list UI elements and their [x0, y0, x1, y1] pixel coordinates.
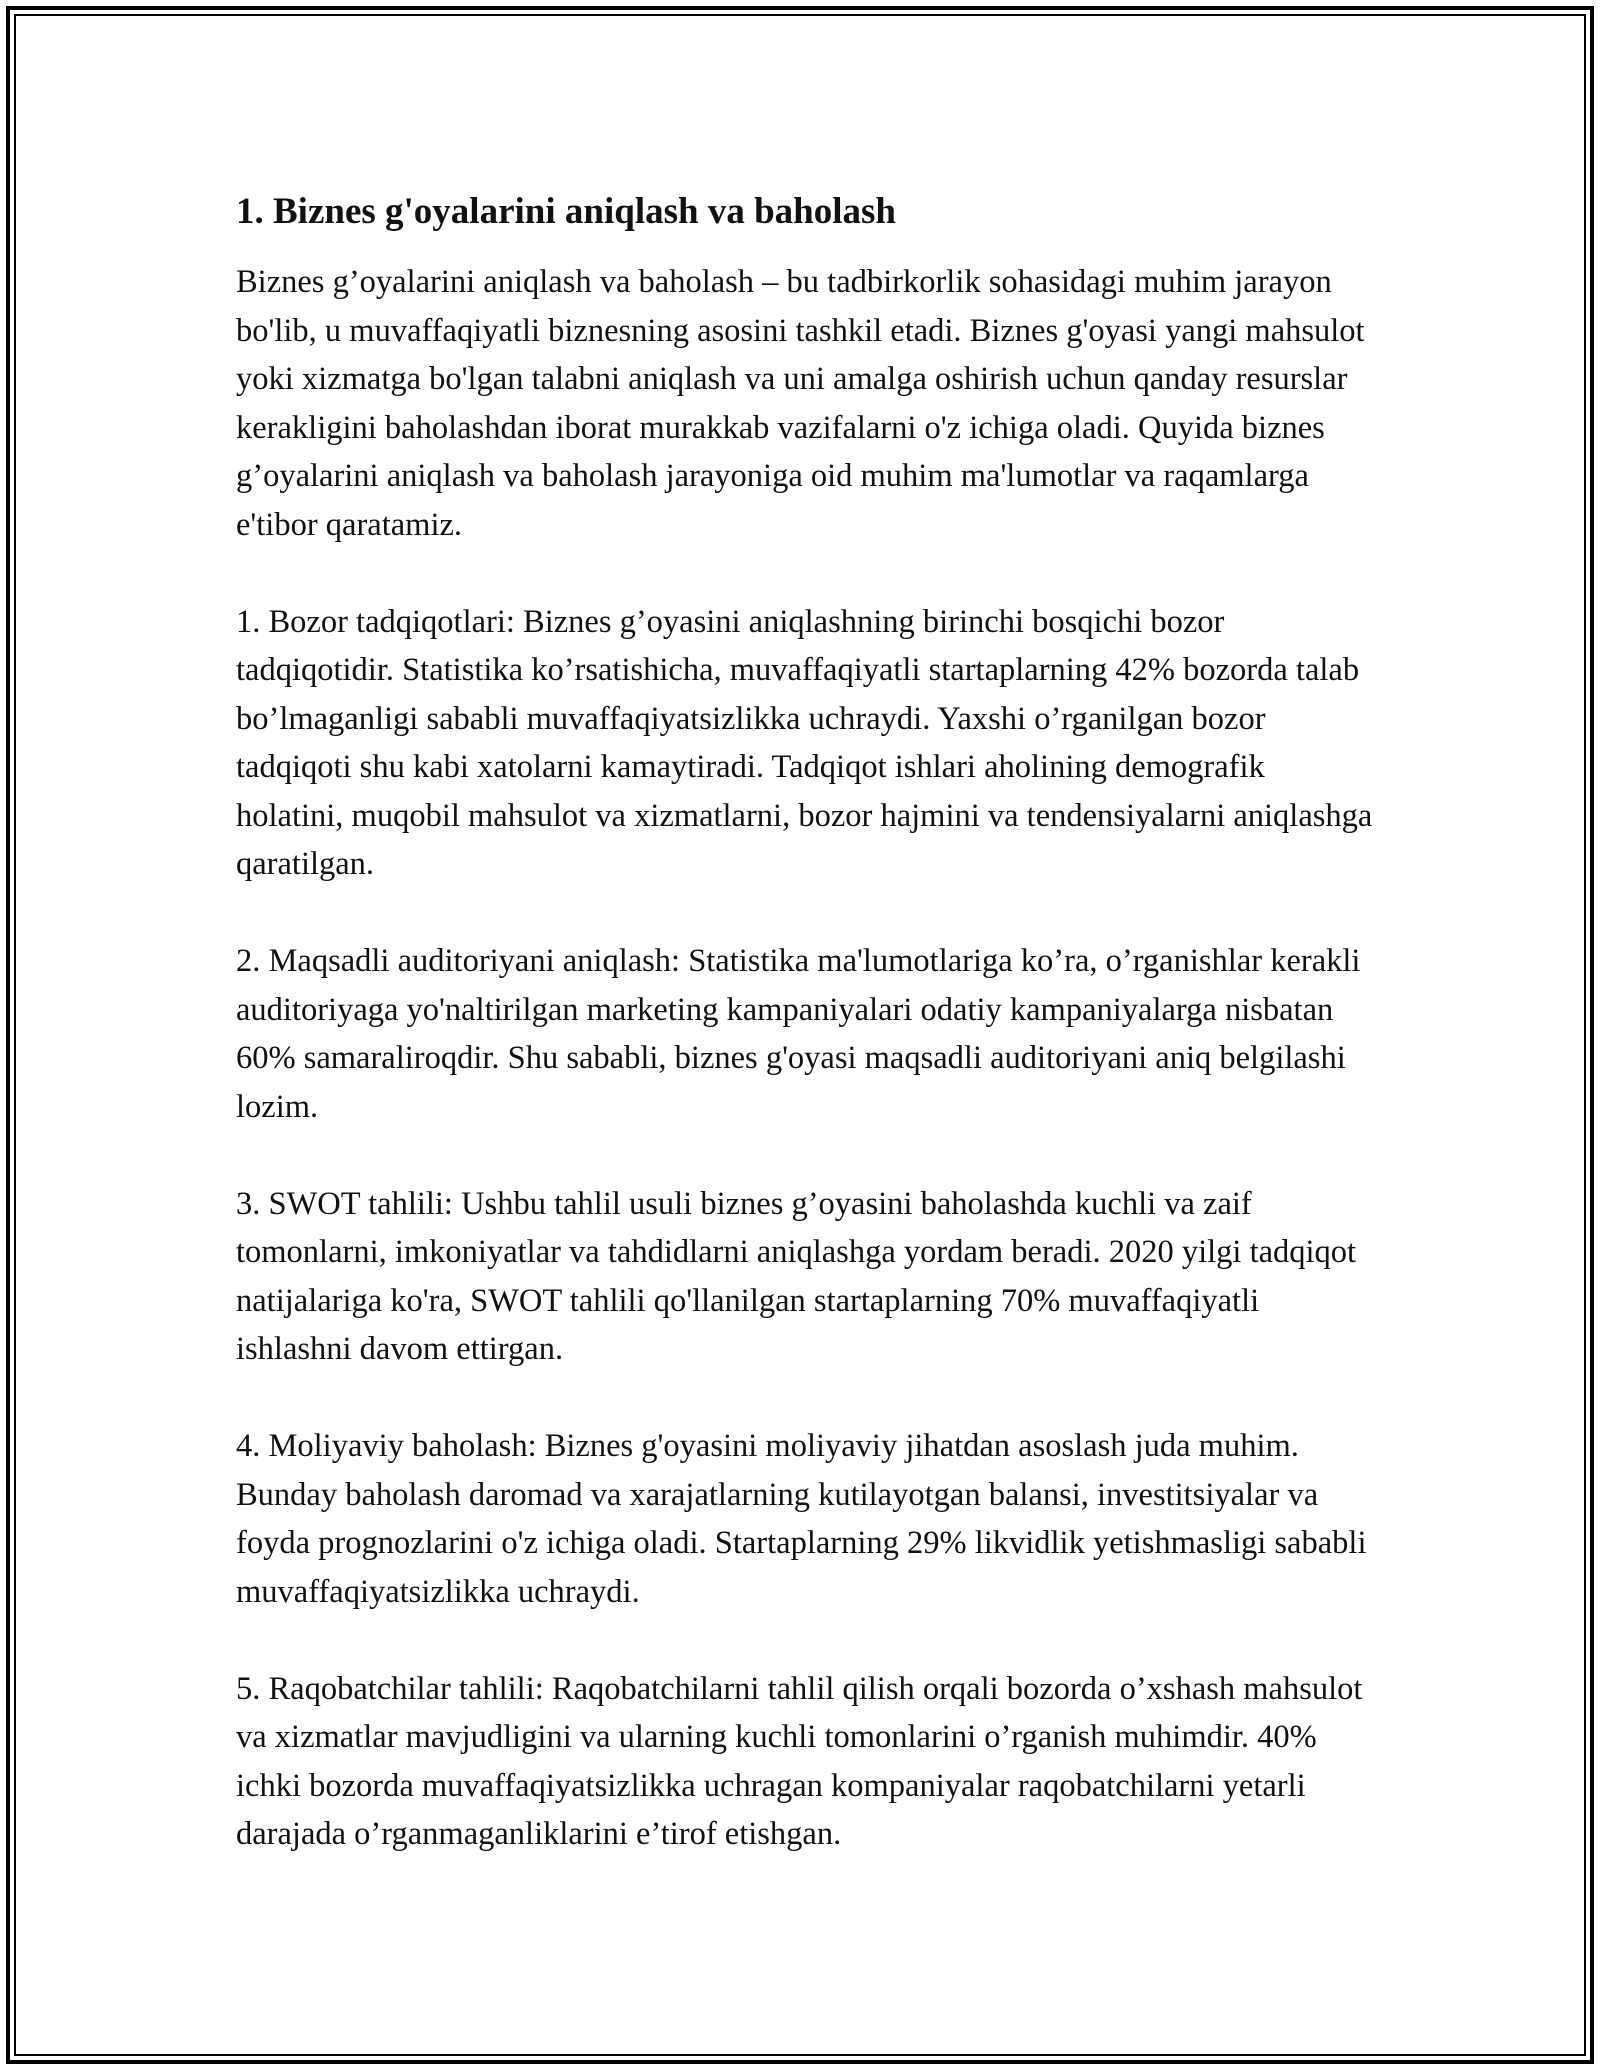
paragraph-swot-analysis: 3. SWOT tahlili: Ushbu tahlil usuli biznes g’oyasini baholashda kuchli va zaif tomonlarni, imkoniyatlar va tahdidlarni aniqlashga yordam beradi. 2020 yilgi tadqiqot natijalariga ko'ra, SWOT tahlili qo'llanilgan startaplarning 70% muvaffaqiyatli ishlashni davom ettirgan.	[236, 1185, 1357, 1367]
intro-paragraph: Biznes g’oyalarini aniqlash va baholash – bu tadbirkorlik sohasidagi muhim jarayon bo'lib, u muvaffaqiyatli biznesning asosini tashkil etadi. Biznes g'oyasi yangi mahsulot yoki xizmatga bo'lgan talabni aniqlash va uni amalga oshirish uchun qanday resurslar kerakligini baholashdan iborat murakkab vazifalarni o'z ichiga oladi. Quyida biznes g’oyalarini aniqlash va baholash jarayoniga oid muhim ma'lumotlar va raqamlarga e'tibor qaratamiz.	[236, 264, 1365, 543]
paragraph-competitor-analysis: 5. Raqobatchilar tahlili: Raqobatchilarni tahlil qilish orqali bozorda o’xshash mahsulot va xizmatlar mavjudligini va ularning kuchli tomonlarini o’rganish muhimdir. 40% ichki bozorda muvaffaqiyatsizlikka uchragan kompaniyalar raqobatchilarni yetarli darajada o’rganmaganliklarini e’tirof etishgan.	[236, 1670, 1363, 1852]
paragraph-financial-evaluation: 4. Moliyaviy baholash: Biznes g'oyasini moliyaviy jihatdan asoslash juda muhim. Bunday baholash daromad va xarajatlarning kutilayotgan balansi, investitsiyalar va foyda prognozlarini o'z ichiga oladi. Startaplarning 29% likvidlik yetishmasligi sababli muvaffaqiyatsizlikka uchraydi.	[236, 1428, 1367, 1610]
paragraph-target-audience: 2. Maqsadli auditoriyani aniqlash: Statistika ma'lumotlariga ko’ra, o’rganishlar kerakli auditoriyaga yo'naltirilgan marketing kampaniyalari odatiy kampaniyalarga nisbatan 60% samaraliroqdir. Shu sababli, biznes g'oyasi maqsadli auditoriyani aniq belgilashi lozim.	[236, 943, 1361, 1125]
section-heading: 1. Biznes g'oyalarini aniqlash va baholash	[236, 191, 897, 232]
document-body	[236, 188, 1376, 1907]
paragraph-market-research: 1. Bozor tadqiqotlari: Biznes g’oyasini aniqlashning birinchi bosqichi bozor tadqiqotidir. Statistika ko’rsatishicha, muvaffaqiyatli startaplarning 42% bozorda talab bo’lmaganligi sababli muvaffaqiyatsizlikka uchraydi. Yaxshi o’rganilgan bozor tadqiqoti shu kabi xatolarni kamaytiradi. Tadqiqot ishlari aholining demografik holatini, muqobil mahsulot va xizmatlarni, bozor hajmini va tendensiyalarni aniqlashga qaratilgan.	[236, 603, 1373, 882]
